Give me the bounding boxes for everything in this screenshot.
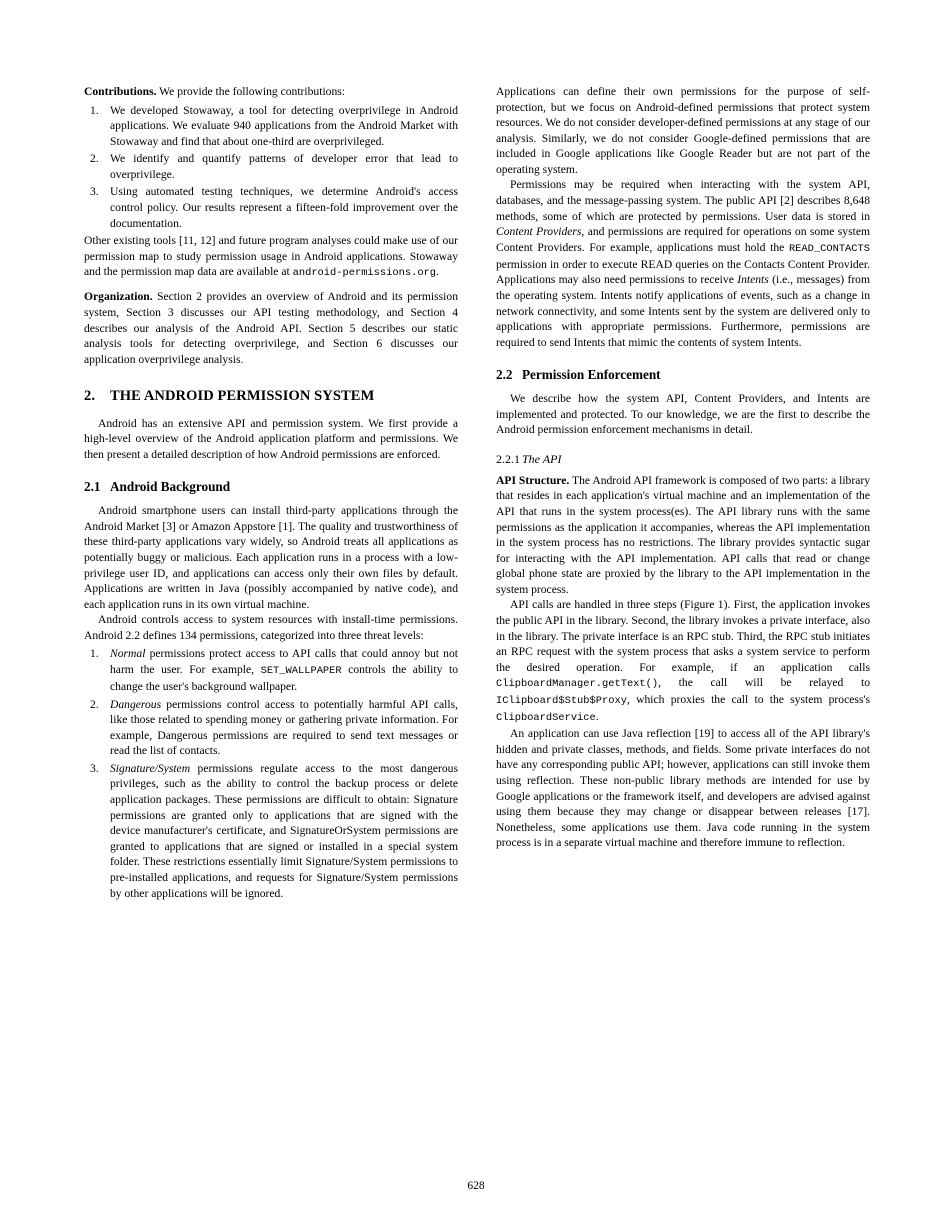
subsection-number-2-1: 2.1 xyxy=(84,479,101,495)
subsection-title-2-1: Android Background xyxy=(110,479,231,495)
subsection-number-2-2: 2.2 xyxy=(496,367,513,383)
android-background-paragraph-1: Android smartphone users can install third-party applications through the Android Market [3] or Amazon Appstore [1]. The quality and trustworthiness of these third-party applications vary widely, so Android treats all applications as potentially buggy or malicious. Each application runs in a process with a low-privilege user ID, and applications can access only their own files by default. Applications are written in Java (possibly accompanied by native code), and each application runs in its own virtual machine. xyxy=(84,504,458,611)
threat-level-3-name: Signature/System xyxy=(110,761,191,775)
subsubsection-number-2-2-1: 2.2.1 xyxy=(496,451,520,466)
api-structure-paragraph xyxy=(496,473,870,598)
contributions-lead: We provide the following contributions: xyxy=(156,85,345,98)
threat-level-2-name: Dangerous xyxy=(110,697,162,711)
list-item xyxy=(84,697,458,759)
list-item xyxy=(84,103,458,150)
clipboardmanager-gettext-code: ClipboardManager.getText() xyxy=(496,678,659,691)
contribution-1-text: We developed Stowaway, a tool for detecting overprivilege in Android applications. We evaluate 940 applications from the Android Market with Stowaway and find that about one-third are overprivileged. xyxy=(110,103,458,148)
subsubsection-heading-2-2-1 xyxy=(496,451,870,467)
iclipboard-stub-proxy-code: IClipboard$Stub$Proxy xyxy=(496,695,627,708)
list-item xyxy=(84,761,458,901)
android-background-paragraph-2: Android controls access to system resources with install-time permissions. Android 2.2 defines 134 permissions, categorized into three threat levels: xyxy=(84,613,458,642)
right-column xyxy=(496,84,870,1144)
intents-italic: Intents xyxy=(737,273,769,287)
organization-heading: Organization. xyxy=(84,290,153,304)
threat-level-1-name: Normal xyxy=(110,647,146,661)
threat-level-1-code: SET_WALLPAPER xyxy=(260,665,342,677)
section2-intro-paragraph: Android has an extensive API and permission system. We first provide a high-level overview of the Android application platform and permissions. We then present a detailed description of how Android permissions are enforced. xyxy=(84,416,458,461)
subsection-heading-2-2 xyxy=(496,366,870,384)
api-structure-heading: API Structure. xyxy=(496,473,570,487)
content-providers-italic: Content Providers xyxy=(496,225,582,239)
left-column xyxy=(84,84,458,1144)
section-heading-2 xyxy=(84,387,458,407)
tools-availability-period: . xyxy=(436,265,439,279)
permissions-scope-paragraph: Applications can define their own permissions for the purpose of self-protection, but we focus on Android-defined permissions that protect system resources. We do not consider developer-defined permissions at any stage of our analysis. Similarly, we do not consider Google-defined permissions that are included in Google applications like Google Reader but are not part of the operating system. xyxy=(496,85,870,176)
subsection-title-2-2: Permission Enforcement xyxy=(522,367,661,383)
contributions-paragraph xyxy=(84,84,458,100)
list-item xyxy=(84,151,458,182)
threat-levels-list xyxy=(84,646,458,901)
api-steps-text-b: , the call will be relayed to xyxy=(658,676,870,690)
api-steps-text-c: , which proxies the call to the system process's xyxy=(626,693,870,707)
permissions-url: android-permissions.org xyxy=(292,267,437,280)
tools-availability-paragraph xyxy=(84,233,458,281)
api-structure-text: The Android API framework is composed of two parts: a library that resides in each application's virtual machine and an implementation of the API that runs in the system process(es). The API library runs with the same permissions as the application it accompanies, whereas the API implementation in the system process has no restrictions. The library provides syntactic sugar for interacting with the API implementation. API calls that read or change global phone state are proxied by the library to the API implementation in the system process. xyxy=(496,473,871,596)
threat-level-1-text-after: controls the ability to change the user's background wallpaper. xyxy=(110,663,458,693)
permission-req-text-b: , and permissions are required for operations on some system Content Providers. For example, applications must hold the xyxy=(496,225,870,254)
page-number-footer: 628 xyxy=(467,1180,485,1192)
contributions-list xyxy=(84,103,458,232)
contribution-2-text: We identify and quantify patterns of developer error that lead to overprivilege. xyxy=(110,152,458,181)
two-column-body xyxy=(84,84,870,1144)
tools-availability-text: Other existing tools [11, 12] and future program analyses could make use of our permission map to study permission usage in Android applications. Stowaway and the permission map data are available at xyxy=(84,234,458,279)
permission-enforcement-paragraph: We describe how the system API, Content Providers, and Intents are implemented and protected. To our knowledge, we are the first to describe the Android permission enforcement mechanisms in detail. xyxy=(496,391,870,437)
contributions-heading: Contributions. xyxy=(84,85,157,98)
threat-level-2-text-before: permissions control access to potentially harmful API calls, like those related to spending money or gathering private information. For example, Dangerous permissions are required to send text messages or read the list of contacts. xyxy=(110,697,458,758)
read-contacts-code: READ_CONTACTS xyxy=(788,242,870,255)
section-number-2: 2. xyxy=(84,388,96,405)
list-item xyxy=(84,646,458,694)
threat-level-1-text-before: permissions protect access to API calls that could annoy but not harm the user. For example, xyxy=(110,647,458,676)
permission-requirements-paragraph xyxy=(496,177,870,350)
api-steps-text-a: API calls are handled in three steps (Figure 1). First, the application invokes the public API in the library. Second, the library invokes a private interface, also in the library. The private interface is an RPC stub. Third, the RPC stub initiates an RPC request with the system process that asks a system service to perform the desired operation. For example, if an application calls xyxy=(496,598,870,674)
subsection-heading-2-1 xyxy=(84,478,458,496)
contribution-3-text: Using automated testing techniques, we determine Android's access control policy. Our results represent a fifteen-fold improvement over the documentation. xyxy=(110,185,458,230)
list-item xyxy=(84,184,458,231)
clipboardservice-code: ClipboardService xyxy=(496,712,596,725)
threat-level-3-text-before: permissions regulate access to the most dangerous privileges, such as the ability to control the backup process or delete application packages. These permissions are difficult to obtain: Signature permissions are granted only to applications that are signed with the device manufacturer's certificate, and SignatureOrSystem permissions are granted to applications that are signed or installed in a special system folder. These restrictions essentially limit Signature/System permissions to pre-installed applications, and requests for Signature/System permissions by other applications will be ignored. xyxy=(110,761,458,900)
organization-paragraph xyxy=(84,289,458,367)
api-call-steps-paragraph xyxy=(496,597,870,726)
java-reflection-paragraph: An application can use Java reflection [19] to access all of the API library's hidden and private classes, methods, and fields. Some private interfaces do not have any corresponding public API; however, applications can still invoke them using reflection. These non-public library methods are intended for use by Google applications or the framework itself, and developers are advised against using them because they may change or disappear between releases [17]. Nonetheless, some applications use them. Java code running in the system process is in a separate virtual machine and therefore immune to reflection. xyxy=(496,727,870,850)
subsubsection-title-2-2-1: The API xyxy=(522,451,562,466)
permission-req-text-a: Permissions may be required when interacting with the system API, databases, and the message-passing system. The public API [2] describes 8,648 methods, some of which are protected by permissions. User data is stored in xyxy=(496,178,870,223)
permission-req-text-c: permission in order to execute READ queries on the Contacts Content Provider. Applications may also need permissions to receive xyxy=(496,257,870,287)
permission-req-text-d: (i.e., messages) from the operating system. Intents notify applications of events, such as a change in network connectivity, and some Intents sent by the system are delivered only to applications with appropriate permissions. Furthermore, permissions are required to send Intents that mimic the contents of system Intents. xyxy=(496,273,870,349)
api-steps-text-d: . xyxy=(595,710,599,724)
organization-text: Section 2 provides an overview of Android and its permission system, Section 3 discusses our API testing methodology, and Section 4 describes our analysis of the Android API. Section 5 describes our static analysis tools for detecting overprivilege, and Section 6 discusses our application overprivilege analysis. xyxy=(84,290,458,366)
section-title-2: THE ANDROID PERMISSION SYSTEM xyxy=(110,388,375,405)
